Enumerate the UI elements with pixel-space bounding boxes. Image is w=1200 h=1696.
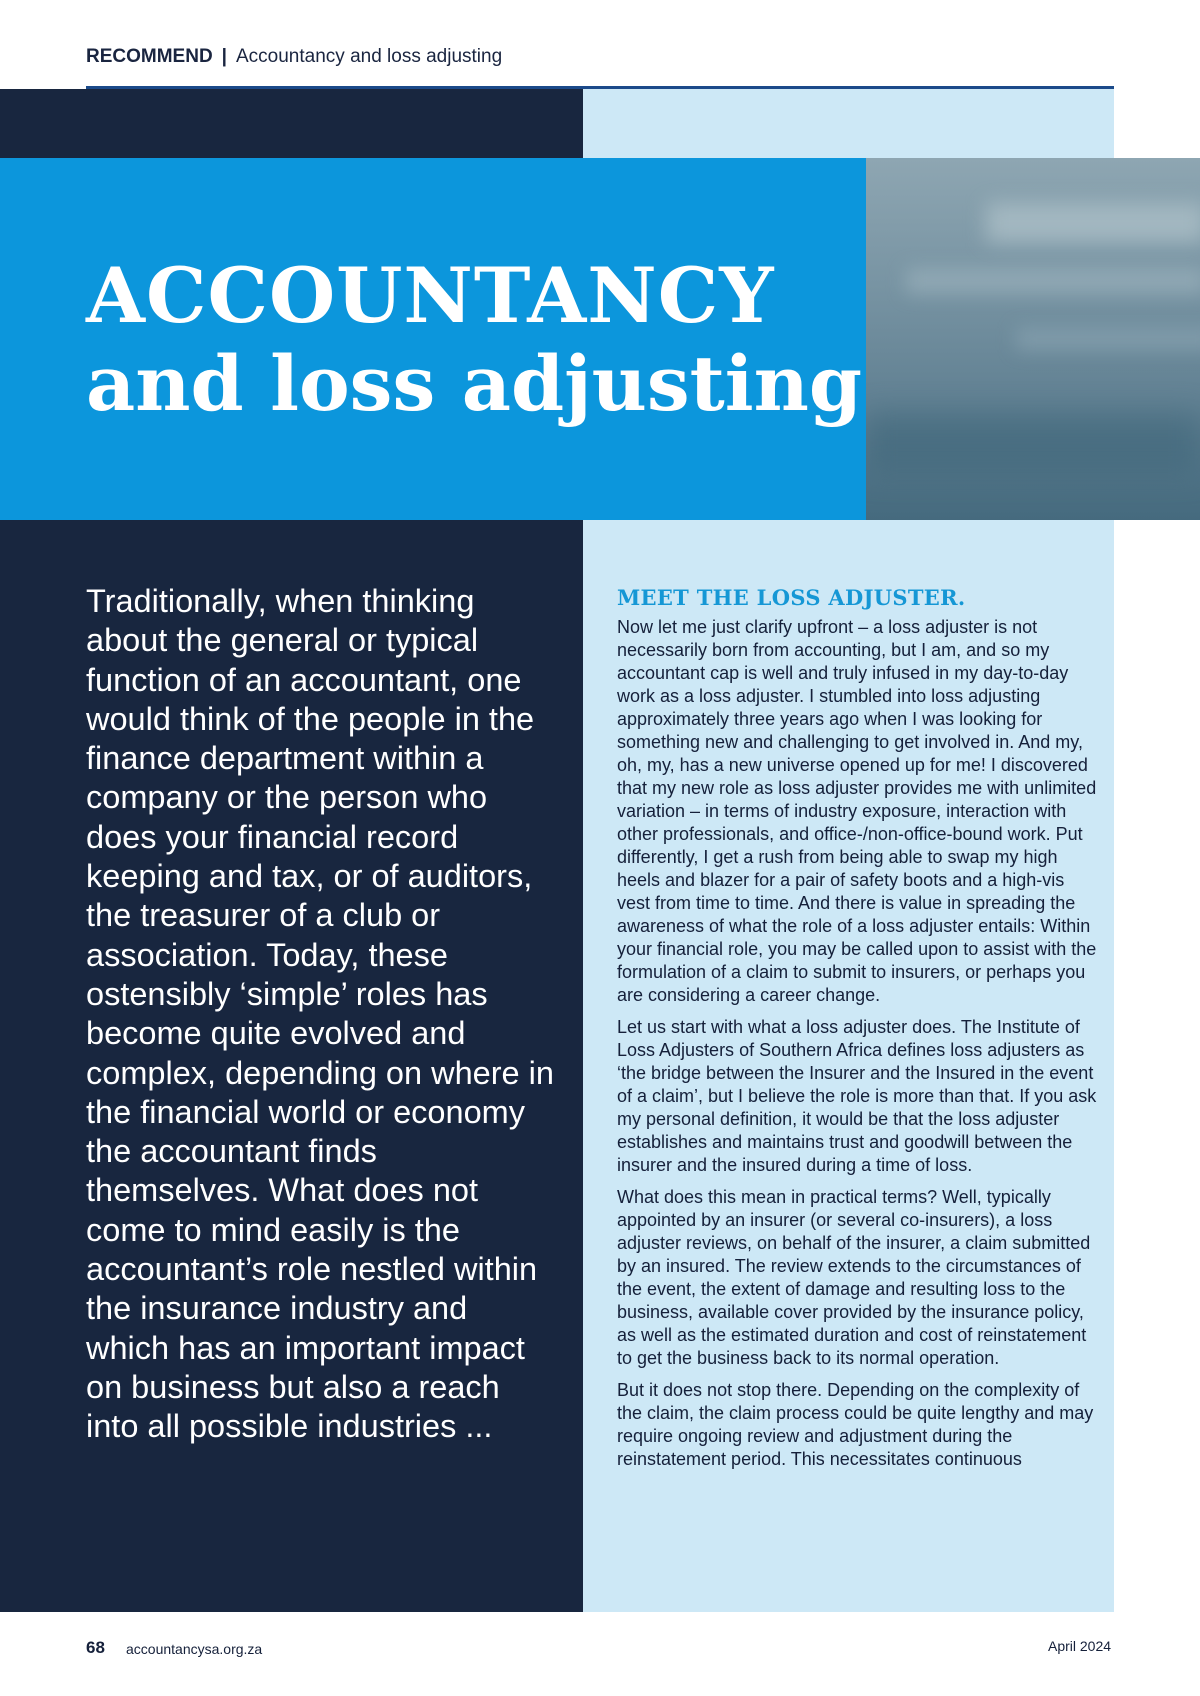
article-paragraph-2: Let us start with what a loss adjuster does. The Institute of Loss Adjusters of Southern Africa defines loss adjusters as ‘the bridge between the Insurer and the Insured in the event of a claim’, but I believe the role is more than that. If you ask my personal definition, it would be that the loss adjuster establishes and maintains trust and goodwill between the insurer and the insured during a time of loss. <box>617 1017 1097 1175</box>
article-paragraph-1: Now let me just clarify upfront – a loss adjuster is not necessarily born from accounting, but I am, and so my accountant cap is well and truly infused in my day-to-day work as a loss adjuster. I stumbled into loss adjusting approximately three years ago when I was looking for something new and challenging to get involved in. And my, oh, my, has a new universe opened up for me! I discovered that my new role as loss adjuster provides me with unlimited variation – in terms of industry exposure, interaction with other professionals, and office-/non-office-bound work. Put differently, I get a rush from being able to swap my high heels and blazer for a pair of safety boots and a high-vis vest from time to time. And there is value in spreading the awareness of what the role of a loss adjuster entails: Within your financial role, you may be called upon to assist with the formulation of a claim to submit to insurers, or perhaps you are considering a career change. <box>617 617 1097 1005</box>
article-paragraph-4: But it does not stop there. Depending on the complexity of the claim, the claim process could be quite lengthy and may require ongoing review and adjustment during the reinstatement period. This necessitates continuous <box>617 1380 1094 1469</box>
running-header <box>86 46 502 68</box>
section-label: RECOMMEND <box>86 46 213 67</box>
article-heading: MEET THE LOSS ADJUSTER. <box>617 585 966 610</box>
header-separator: | <box>221 46 227 67</box>
title-line-2: and loss adjusting <box>86 339 862 428</box>
article-body <box>617 585 1097 1480</box>
title-line-1: ACCOUNTANCY <box>86 251 775 340</box>
footer-date: April 2024 <box>1048 1638 1112 1654</box>
header-topic: Accountancy and loss adjusting <box>236 46 503 67</box>
article-paragraph-3: What does this mean in practical terms? Well, typically appointed by an insurer (or several co-insurers), a loss adjuster reviews, on behalf of the insurer, a claim submitted by an insured. The review extends to the circumstances of the event, the extent of damage and resulting loss to the business, available cover provided by the insurance policy, as well as the estimated duration and cost of reinstatement to get the business back to its normal operation. <box>617 1187 1091 1368</box>
page-title <box>86 252 862 428</box>
footer-url: accountancysa.org.za <box>126 1641 263 1657</box>
intro-text: Traditionally, when thinking about the general or typical function of an accountant, one would think of the people in the finance department within a company or the person who does your financial record keeping and tax, or of auditors, the treasurer of a club or association. Today, these ostensibly ‘simple’ roles has become quite evolved and complex, depending on where in the financial world or economy the accountant finds themselves. What does not come to mind easily is the accountant’s role nestled within the insurance industry and which has an important impact on business but also a reach into all possible industries ... <box>86 583 554 1445</box>
page-number: 68 <box>86 1638 105 1657</box>
header-photo <box>866 158 1200 520</box>
